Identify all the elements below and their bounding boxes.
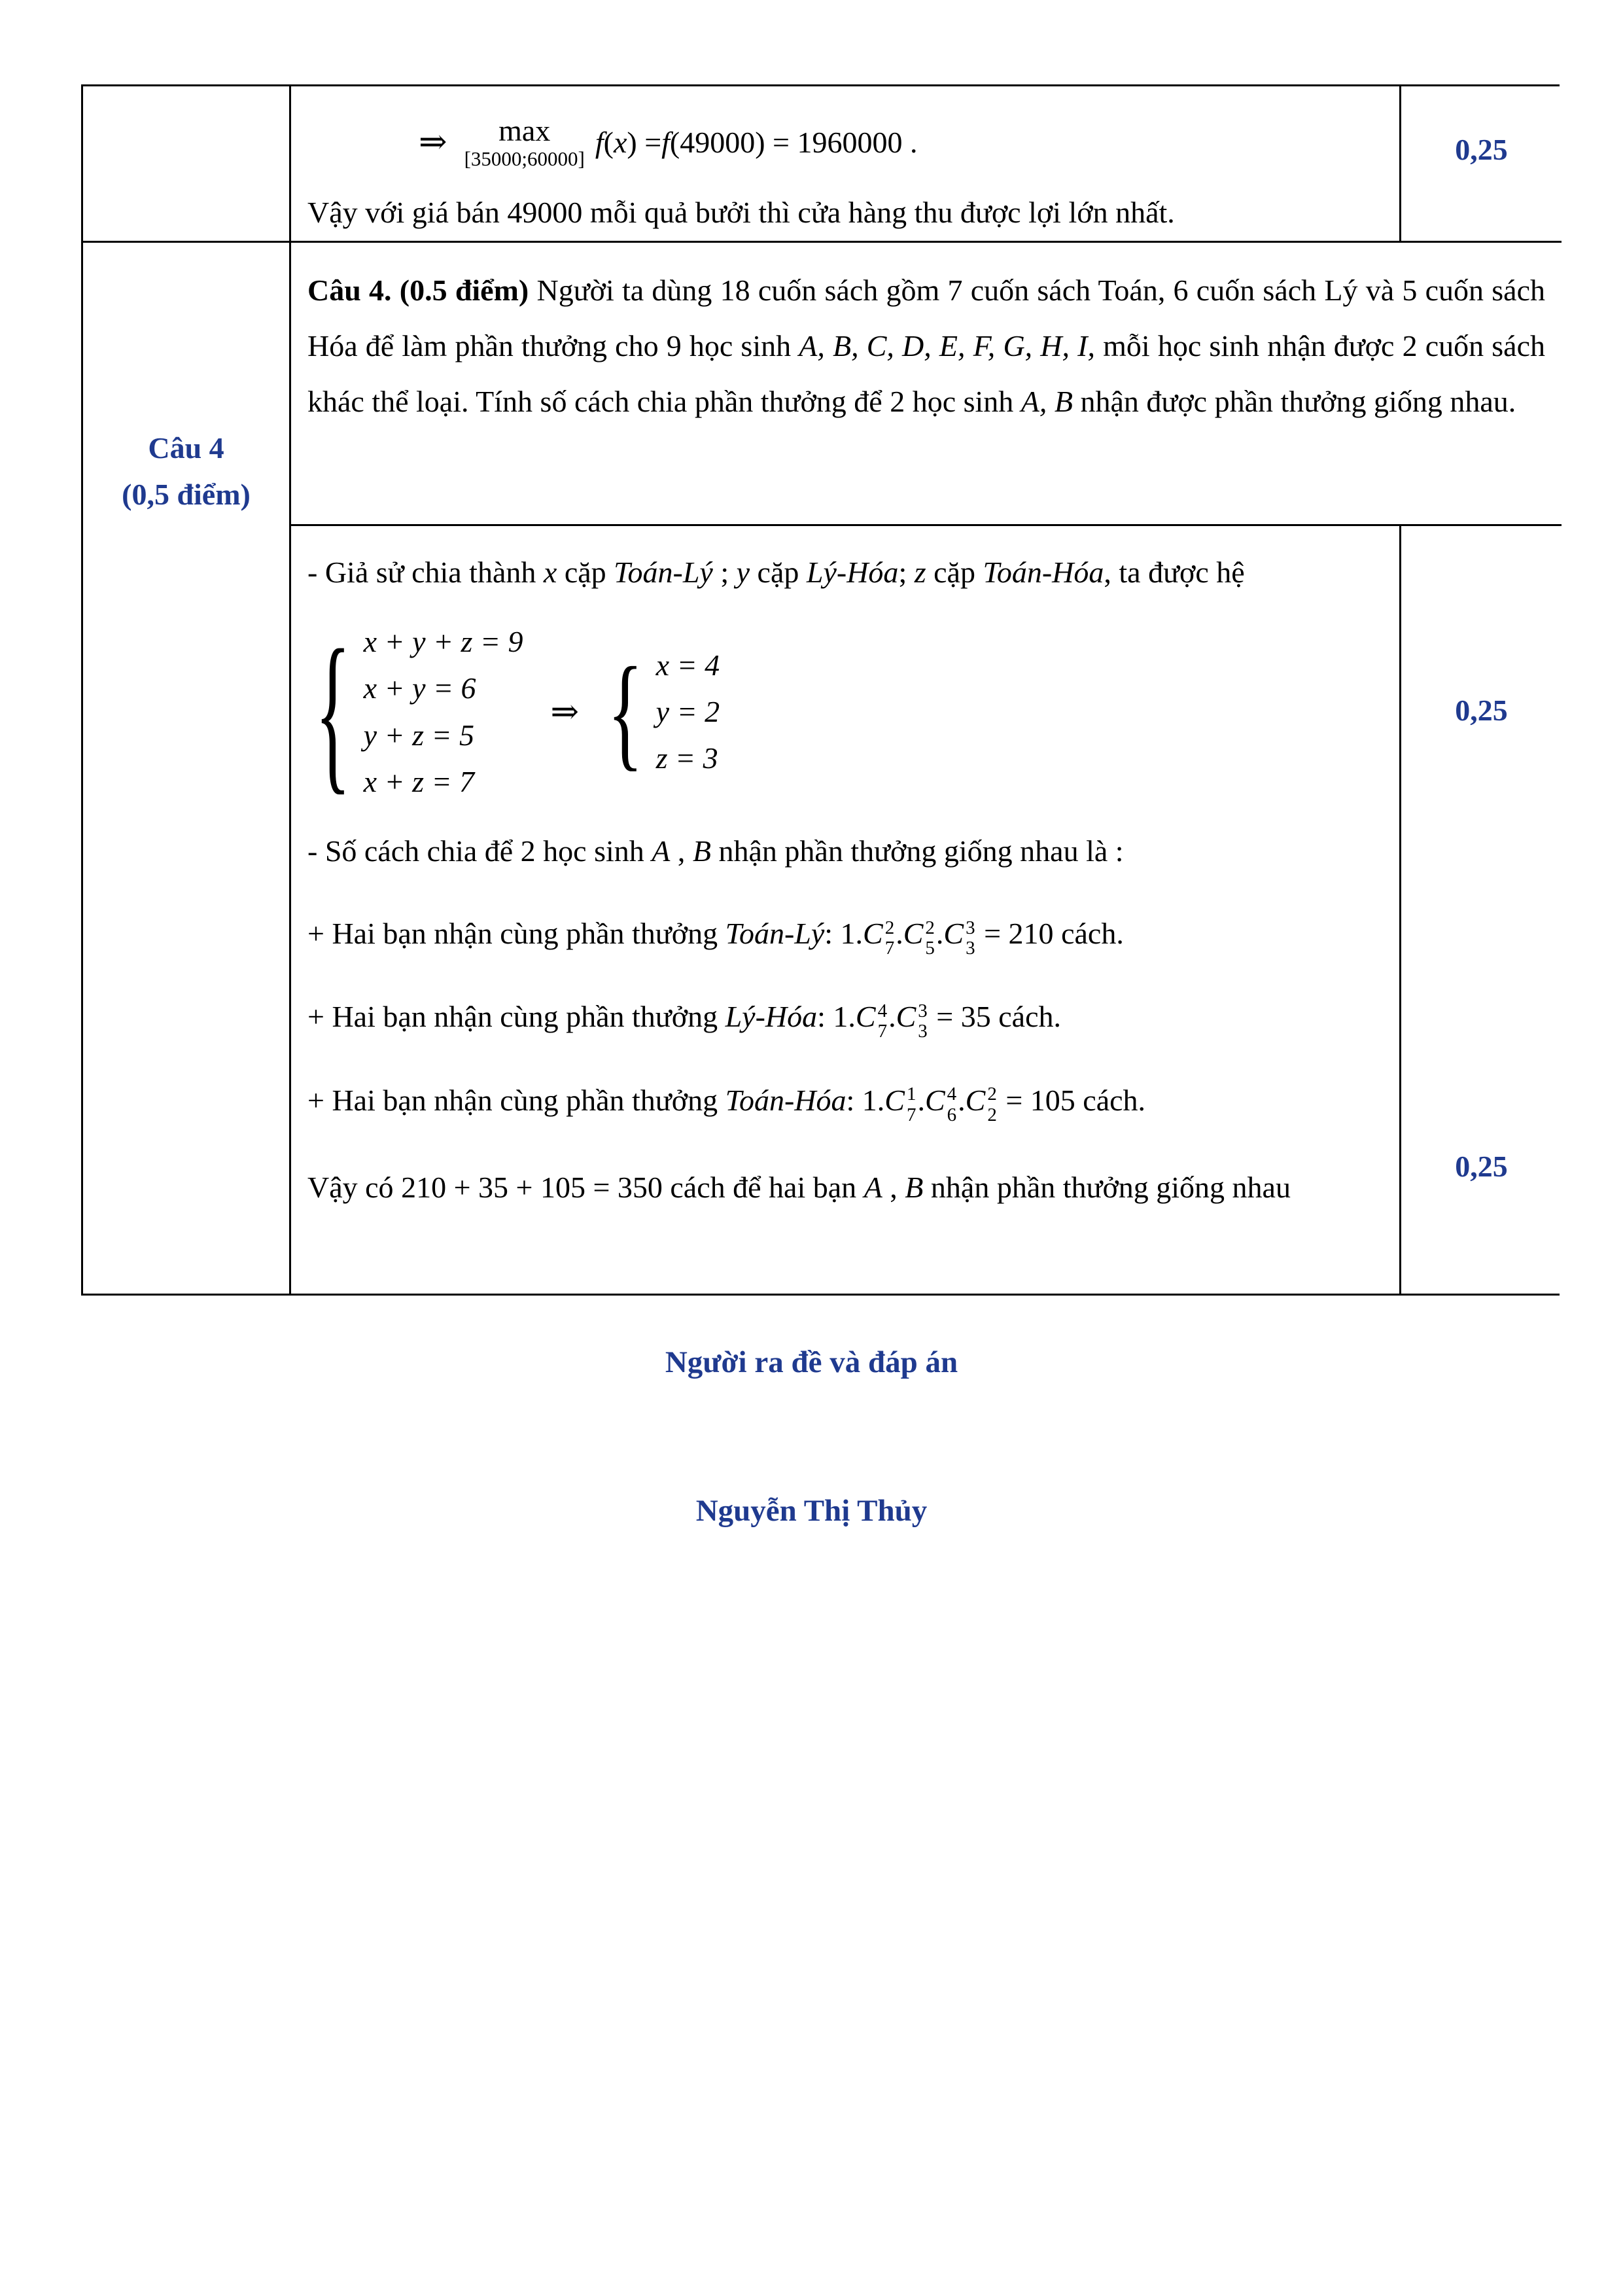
conclusion-number: 49000	[507, 196, 583, 229]
intro-var-z: z	[914, 556, 926, 589]
conclusion-text-pre: Vậy với giá bán	[307, 196, 508, 229]
final-conclusion	[307, 1159, 1383, 1215]
combo-result: = 210	[976, 916, 1054, 950]
combination-symbol: C 2 5	[903, 916, 935, 959]
answer-key-table	[81, 84, 1560, 1296]
math-dot: .	[935, 916, 944, 950]
cau4-points-cell	[1401, 526, 1562, 1294]
cau4-label-cell	[83, 243, 291, 1294]
intro-text-1: - Giả sử chia thành	[307, 556, 544, 589]
intro-text-5: ;	[898, 556, 915, 589]
prev-question-label-cell	[83, 86, 291, 243]
combo-text: + Hai bạn nhận cùng phần thưởng	[307, 1083, 725, 1117]
cau4-solution-cell	[291, 526, 1401, 1294]
footer-author-name: Nguyễn Thị Thủy	[695, 1494, 928, 1528]
system-equation: x + y + z = 9	[363, 625, 523, 659]
combo-tail: cách.	[990, 1000, 1061, 1034]
system-right-group	[606, 642, 720, 782]
intro-text-2: cặp	[557, 556, 614, 589]
combo-result: = 35	[928, 1000, 991, 1034]
max-label: max	[498, 113, 551, 147]
statement-students-ab: A, B	[1021, 385, 1073, 419]
intro-pair-toan-hoa: Toán-Hóa	[983, 556, 1104, 589]
cau4-main-cell	[291, 243, 1562, 1294]
math-one: 1.	[840, 916, 864, 950]
intro-text-3: ;	[712, 556, 737, 589]
implies-arrow: ⇒	[419, 124, 447, 161]
count-student-a: A	[652, 834, 671, 868]
equation-system	[314, 612, 1383, 809]
math-dot: .	[917, 1083, 925, 1117]
math-x: x	[613, 125, 627, 159]
solution-intro	[307, 544, 1383, 600]
count-text-3: nhận phần thưởng giống nhau là :	[711, 834, 1124, 868]
intro-pair-toan-ly: Toán-Lý	[614, 556, 713, 589]
math-one: 1.	[833, 1000, 856, 1034]
cau4-label-title: Câu 4	[148, 431, 224, 465]
combo-toan-hoa-line	[307, 1076, 1383, 1125]
intro-var-y: y	[736, 556, 750, 589]
combination-symbol: C 4 6	[924, 1083, 957, 1125]
footer-heading: Người ra đề và đáp án	[665, 1345, 958, 1379]
intro-text-6: cặp	[926, 556, 983, 589]
intro-pair-ly-hoa: Lý-Hóa	[806, 556, 899, 589]
intro-text-4: cặp	[750, 556, 807, 589]
cau4-label	[83, 425, 289, 518]
combo-result: = 105	[998, 1083, 1075, 1117]
system-solution: x = 4	[655, 648, 720, 682]
statement-students-list: A, B, C, D, E, F, G, H, I,	[799, 329, 1095, 363]
max-interval: [35000;60000]	[464, 147, 585, 170]
count-text-1: - Số cách chia để 2 học sinh	[307, 834, 652, 868]
combo-pair-name: Toán-Lý	[725, 916, 825, 950]
system-right-equations	[656, 642, 720, 782]
combination-symbol: C 1 7	[884, 1083, 916, 1125]
implies-arrow: ⇒	[550, 693, 580, 731]
conclusion-text-post: mỗi quả bưởi thì cửa hàng thu được lợi lớn nhất.	[582, 196, 1175, 229]
system-equation: y + z = 5	[363, 718, 475, 752]
prev-question-points-cell	[1401, 86, 1562, 243]
combination-symbol: C 4 7	[855, 1000, 888, 1042]
cau4-solution-row	[291, 526, 1562, 1294]
count-line	[307, 827, 1383, 875]
combo-text: + Hai bạn nhận cùng phần thưởng	[307, 916, 725, 950]
math-f: f	[595, 125, 604, 159]
combination-symbol: C 3 3	[896, 1000, 928, 1042]
cau4-label-points: (0,5 điểm)	[122, 478, 251, 512]
max-formula-line	[307, 103, 1383, 181]
math-one: 1.	[862, 1083, 885, 1117]
combo-tail: cách.	[1075, 1083, 1146, 1117]
system-solution: y = 2	[655, 695, 720, 729]
intro-text-7: , ta được hệ	[1104, 556, 1245, 589]
final-student-a: A	[864, 1170, 882, 1204]
math-dot: .	[958, 1083, 966, 1117]
final-text-1: Vậy có	[307, 1170, 402, 1204]
combination-symbol: C 3 3	[943, 916, 975, 959]
system-left-group	[314, 612, 523, 809]
combo-colon: :	[824, 916, 841, 950]
statement-text-2: mỗi học sinh nhận được 2 cuốn sách khác thể loại. Tính số cách chia phần thưởng để 2 học sinh	[307, 329, 1545, 419]
final-student-b: B	[905, 1170, 924, 1204]
math-result: (49000) = 1960000 .	[669, 125, 918, 159]
final-text-2: cách để hai bạn	[662, 1170, 864, 1204]
points-value: 0,25	[1455, 694, 1508, 727]
combo-pair-name: Toán-Hóa	[725, 1083, 846, 1117]
combination-symbol: C 2 7	[863, 916, 895, 959]
combo-tail: cách.	[1053, 916, 1124, 950]
statement-text-1: Người ta dùng 18 cuốn sách gồm 7 cuốn sách Toán, 6 cuốn sách Lý và 5 cuốn sách Hóa để làm phần thưởng cho 9 học sinh	[307, 274, 1545, 363]
combo-text: + Hai bạn nhận cùng phần thưởng	[307, 1000, 725, 1034]
combo-colon: :	[846, 1083, 862, 1117]
math-equals: ) =	[627, 125, 662, 159]
system-equation: x + z = 7	[363, 764, 475, 798]
prev-question-content-cell	[291, 86, 1401, 243]
intro-var-x: x	[543, 556, 557, 589]
final-sum: 210 + 35 + 105 = 350	[401, 1170, 663, 1204]
math-f2: f	[661, 125, 670, 159]
points-value: 0,25	[1455, 133, 1508, 166]
math-paren: (	[603, 125, 614, 159]
max-operator	[464, 113, 585, 170]
system-solution: z = 3	[655, 741, 718, 775]
math-dot: .	[888, 1000, 896, 1034]
combination-symbol: C 2 2	[965, 1083, 997, 1125]
system-equation: x + y = 6	[363, 671, 476, 705]
final-text-4: nhận phần thưởng giống nhau	[923, 1170, 1291, 1204]
combo-colon: :	[817, 1000, 833, 1034]
final-text-3: ,	[882, 1170, 905, 1204]
count-student-b: B	[692, 834, 712, 868]
system-left-equations	[364, 618, 523, 805]
combo-toan-ly-line	[307, 910, 1383, 959]
count-text-2: ,	[670, 834, 693, 868]
cau4-statement	[291, 243, 1562, 526]
points-value: 0,25	[1455, 1150, 1508, 1183]
left-brace-icon: {	[315, 612, 351, 809]
left-brace-icon: {	[607, 641, 644, 782]
combo-pair-name: Lý-Hóa	[725, 1000, 818, 1034]
math-dot: .	[896, 916, 903, 950]
statement-lead: Câu 4. (0.5 điểm)	[307, 274, 529, 307]
prev-question-conclusion	[307, 195, 1383, 230]
combo-ly-hoa-line	[307, 993, 1383, 1042]
statement-text-3: nhận được phần thưởng giống nhau.	[1073, 385, 1516, 419]
